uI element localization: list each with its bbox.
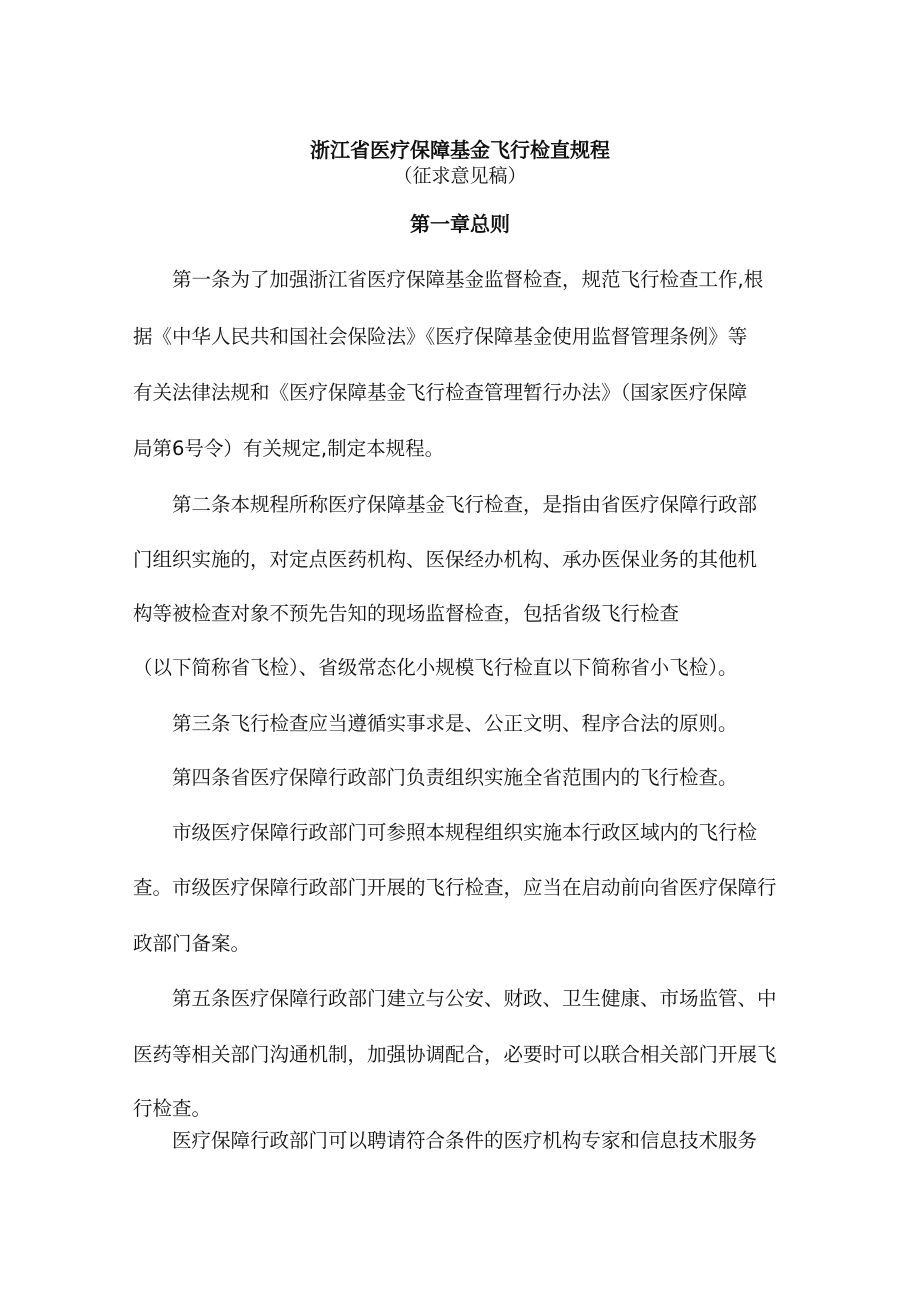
paragraph-line: 行检查。: [133, 1097, 212, 1120]
document-subtitle: （征求意见稿）: [393, 165, 527, 187]
document-title: 浙江省医疗保障基金飞行检直规程: [310, 138, 610, 162]
paragraph-line: 门组织实施的，对定点医药机构、医保经办机构、承办医保业务的其他机: [133, 548, 758, 571]
paragraph-line: 有关法律法规和《医疗保障基金飞行检查管理暂行办法》（国家医疗保障: [133, 381, 748, 404]
paragraph-line: 第三条飞行检查应当遵循实事求是、公正文明、程序合法的原则。: [172, 712, 738, 735]
paragraph-line: （以下简称省飞检）、省级常态化小规模飞行检直以下简称省小飞检）。: [133, 656, 738, 679]
paragraph-line: 政部门备案。: [133, 932, 251, 955]
paragraph-line: 医疗保障行政部门可以聘请符合条件的医疗机构专家和信息技术服务: [172, 1129, 758, 1152]
paragraph-line: 第四条省医疗保障行政部门负责组织实施全省范围内的飞行检查。: [172, 766, 738, 789]
paragraph-line: 第二条本规程所称医疗保障基金飞行检查，是指由省医疗保障行政部: [172, 493, 758, 516]
paragraph-line: 医药等相关部门沟通机制，加强协调配合，必要时可以联合相关部门开展飞: [133, 1043, 777, 1066]
paragraph-line: 构等被检查对象不预先告知的现场监督检查，包括省级飞行检查: [133, 602, 680, 625]
paragraph-line: 第五条医疗保障行政部门建立与公安、财政、卫生健康、市场监管、中: [172, 987, 777, 1010]
paragraph-line: 市级医疗保障行政部门可参照本规程组织实施本行政区域内的飞行检: [172, 821, 758, 844]
paragraph-line: 第一条为了加强浙江省医疗保障基金监督检查，规范飞行检查工作,根: [172, 268, 764, 291]
paragraph-line: 据《中华人民共和国社会保险法》《医疗保障基金使用监督管理条例》等: [133, 325, 748, 348]
paragraph-line: 局第6号令）有关规定,制定本规程。: [133, 437, 445, 460]
chapter-heading: 第一章总则: [410, 212, 510, 236]
paragraph-line: 查。市级医疗保障行政部门开展的飞行检查，应当在启动前向省医疗保障行: [133, 876, 777, 899]
